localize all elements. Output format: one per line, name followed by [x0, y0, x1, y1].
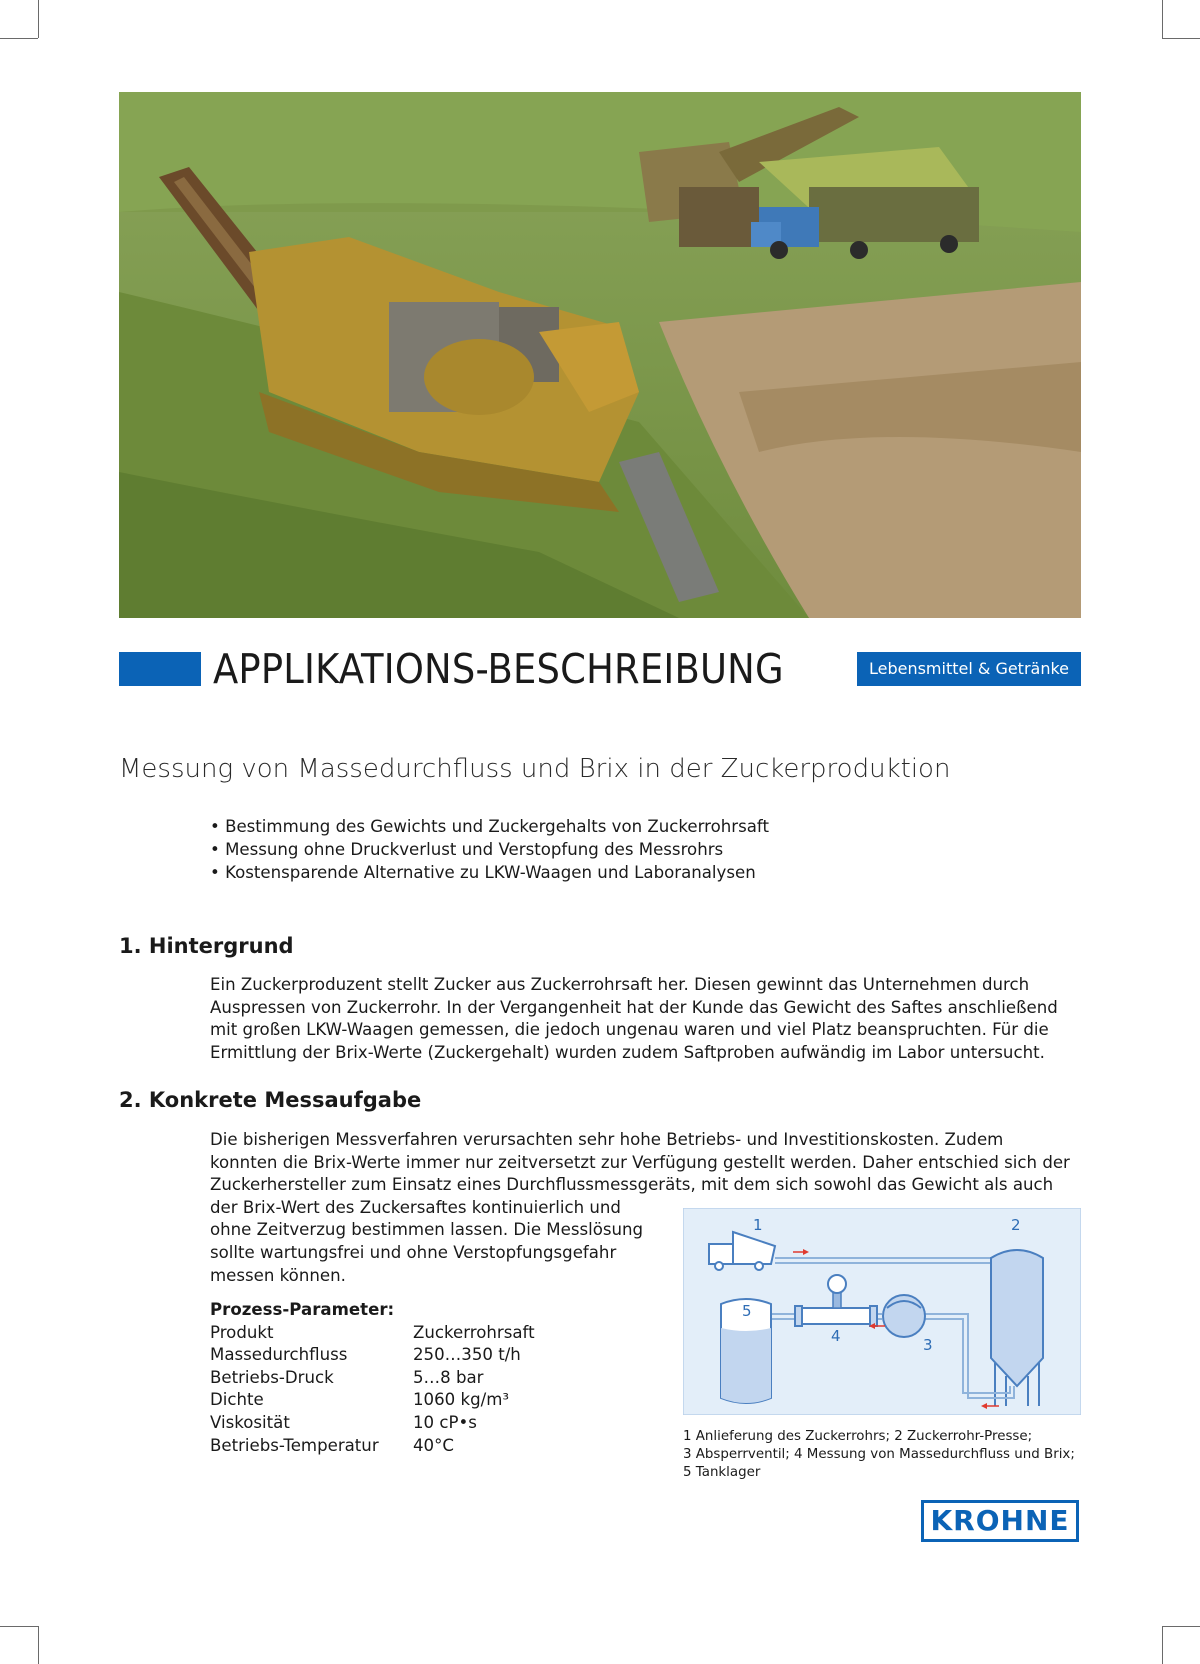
- text-line: messen können.: [210, 1265, 346, 1285]
- param-label: Viskosität: [210, 1412, 290, 1432]
- section-heading-background: 1. Hintergrund: [119, 934, 294, 958]
- table-row: [210, 1412, 535, 1435]
- text-line: sollte wartungsfrei und ohne Verstopfungsgefahr: [210, 1242, 617, 1262]
- caption-line: 3 Absperrventil; 4 Messung von Massedurchfluss und Brix;: [683, 1447, 1075, 1462]
- process-parameters-table: [210, 1299, 535, 1457]
- crop-mark: [0, 38, 38, 39]
- crop-mark: [1162, 1626, 1163, 1664]
- diagram-label-4: 4: [831, 1327, 841, 1345]
- crop-mark: [38, 0, 39, 38]
- highlights-list: [210, 815, 769, 884]
- table-row: [210, 1389, 535, 1412]
- crop-mark: [1162, 0, 1163, 38]
- caption-line: 1 Anlieferung des Zuckerrohrs; 2 Zuckerrohr-Presse;: [683, 1429, 1033, 1444]
- crop-mark: [38, 1626, 39, 1664]
- process-diagram: [683, 1208, 1081, 1415]
- param-label: Betriebs-Druck: [210, 1367, 334, 1387]
- param-value: 250…350 t/h: [413, 1345, 521, 1365]
- text-line: Auspressen von Zuckerrohr. In der Vergangenheit hat der Kunde das Gewicht des Saftes anschließend: [210, 997, 1058, 1017]
- diagram-label-3: 3: [923, 1336, 933, 1354]
- list-item: • Bestimmung des Gewichts und Zuckergehalts von Zuckerrohrsaft: [210, 815, 769, 838]
- text-line: Ermittlung der Brix-Werte (Zuckergehalt) wurden zudem Saftproben aufwändig im Labor untersucht.: [210, 1042, 1045, 1062]
- table-row: [210, 1344, 535, 1367]
- document-subtitle: Messung von Massedurchfluss und Brix in der Zuckerproduktion: [119, 754, 951, 784]
- list-item: • Kostensparende Alternative zu LKW-Waagen und Laboranalysen: [210, 861, 769, 884]
- text-line: mit großen LKW-Waagen gemessen, die jedoch ungenau waren und viel Platz beanspruchten. Für die: [210, 1020, 1049, 1040]
- table-row: [210, 1322, 535, 1345]
- page-title: APPLIKATIONS-BESCHREIBUNG: [213, 645, 784, 693]
- title-accent-bar: [119, 652, 201, 686]
- param-value: 1060 kg/m³: [413, 1390, 510, 1410]
- text-line: der Brix-Wert des Zuckersaftes kontinuierlich und: [210, 1197, 621, 1217]
- crop-mark: [0, 1626, 38, 1627]
- hero-photo-sugarcane-harvest: [119, 92, 1081, 618]
- process-parameters-heading: Prozess-Parameter:: [210, 1300, 395, 1319]
- param-value: 10 cP•s: [413, 1412, 477, 1432]
- param-label: Dichte: [210, 1390, 264, 1410]
- valve-pump-icon: [883, 1295, 925, 1337]
- diagram-caption: [683, 1428, 1103, 1482]
- crop-mark: [1162, 38, 1200, 39]
- table-row: [210, 1435, 535, 1458]
- process-diagram-svg: [683, 1208, 1081, 1415]
- diagram-label-5: 5: [742, 1302, 752, 1320]
- section-body-background: [210, 974, 1058, 1064]
- category-badge: Lebensmittel & Getränke: [857, 652, 1081, 686]
- param-value: Zuckerrohrsaft: [413, 1322, 535, 1342]
- list-item: • Messung ohne Druckverlust und Verstopfung des Messrohrs: [210, 838, 769, 861]
- param-value: 40°C: [413, 1435, 454, 1455]
- param-label: Produkt: [210, 1322, 274, 1342]
- param-value: 5…8 bar: [413, 1367, 484, 1387]
- crop-mark: [1162, 1626, 1200, 1627]
- text-line: Ein Zuckerproduzent stellt Zucker aus Zuckerrohrsaft her. Diesen gewinnt das Unternehmen durch: [210, 975, 1030, 994]
- param-label: Massedurchfluss: [210, 1345, 348, 1365]
- table-row: [210, 1367, 535, 1390]
- caption-line: 5 Tanklager: [683, 1465, 761, 1480]
- section-heading-measurement-task: 2. Konkrete Messaufgabe: [119, 1088, 422, 1112]
- text-line: Die bisherigen Messverfahren verursachten sehr hohe Betriebs- und Investitionskosten. Zudem: [210, 1130, 1004, 1149]
- text-line: konnten die Brix-Werte immer nur zeitversetzt zur Verfügung gestellt werden. Daher entschied sich der: [210, 1152, 1070, 1172]
- diagram-label-2: 2: [1011, 1216, 1021, 1234]
- param-label: Betriebs-Temperatur: [210, 1435, 379, 1455]
- krohne-logo: KROHNE: [921, 1500, 1079, 1542]
- text-line: ohne Zeitverzug bestimmen lassen. Die Messlösung: [210, 1220, 644, 1240]
- diagram-label-1: 1: [753, 1216, 763, 1234]
- text-line: Zuckerhersteller zum Einsatz eines Durchflussmessgeräts, mit dem sich sowohl das Gewicht als auch: [210, 1175, 1054, 1195]
